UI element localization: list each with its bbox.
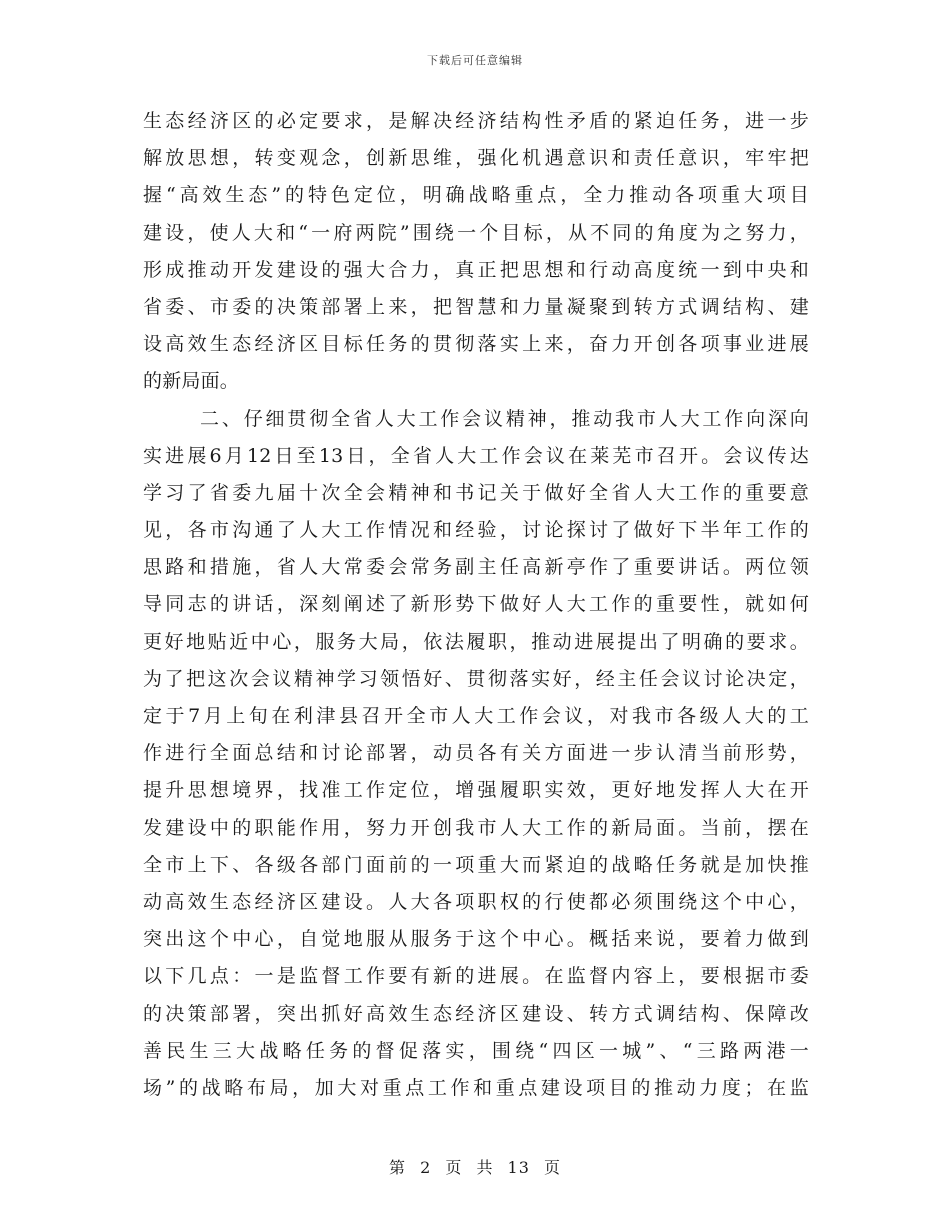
text-line: 省委、市委的决策部署上来，把智慧和力量凝聚到转方式调结构、建: [143, 295, 809, 318]
document-body: [143, 103, 809, 1107]
text-line: 设高效生态经济区目标任务的贯彻落实上来，奋力开创各项事业进展: [143, 333, 809, 356]
text-line: 生态经济区的必定要求，是解决经济结构性矛盾的紧迫任务，进一步: [143, 110, 809, 132]
text-line: 的决策部署，突出抓好高效生态经济区建设、转方式调结构、保障改: [143, 1002, 809, 1025]
page-number-footer: 第 2 页 共 13 页: [389, 1158, 561, 1177]
section-heading-line: 二、仔细贯彻全省人大工作会议精神，推动我市人大工作向深向: [200, 407, 809, 430]
text-line: 解放思想，转变观念，创新思维，强化机遇意识和责任意识，牢牢把: [143, 147, 809, 170]
text-line: 场”的战略布局，加大对重点工作和重点建设项目的推动力度；在监: [143, 1076, 809, 1099]
page-header: 下载后可任意编辑: [427, 54, 523, 67]
text-line: 以下几点：一是监督工作要有新的进展。在监督内容上，要根据市委: [143, 965, 809, 988]
text-line: 学习了省委九届十次全会精神和书记关于做好全省人大工作的重要意: [143, 481, 809, 504]
text-line: 的新局面。: [143, 370, 240, 393]
text-line: 发建设中的职能作用，努力开创我市人大工作的新局面。当前，摆在: [143, 816, 809, 839]
text-line: 握“高效生态”的特色定位，明确战略重点，全力推动各项重大项目: [143, 184, 809, 207]
text-line: 定于7月上旬在利津县召开全市人大工作会议，对我市各级人大的工: [143, 705, 809, 727]
text-line: 实进展6月12日至13日，全省人大工作会议在莱芜市召开。会议传达: [143, 444, 809, 467]
text-line: 建设，使人大和“一府两院”围绕一个目标，从不同的角度为之努力，: [143, 221, 809, 244]
text-line: 提升思想境界，找准工作定位，增强履职实效，更好地发挥人大在开: [143, 779, 809, 802]
text-line: 见，各市沟通了人大工作情况和经验，讨论探讨了做好下半年工作的: [143, 519, 809, 542]
text-line: 善民生三大战略任务的督促落实，围绕“四区一城”、“三路两港一: [143, 1039, 809, 1062]
text-line: 突出这个中心，自觉地服从服务于这个中心。概括来说，要着力做到: [143, 928, 809, 951]
text-line: 作进行全面总结和讨论部署，动员各有关方面进一步认清当前形势，: [143, 742, 809, 765]
text-line: 思路和措施，省人大常委会常务副主任高新亭作了重要讲话。两位领: [143, 556, 809, 579]
text-line: 更好地贴近中心，服务大局，依法履职，推动进展提出了明确的要求。: [143, 630, 809, 653]
text-line: 动高效生态经济区建设。人大各项职权的行使都必须围绕这个中心，: [143, 890, 809, 913]
text-line: 导同志的讲话，深刻阐述了新形势下做好人大工作的重要性，就如何: [143, 593, 809, 616]
text-line: 形成推动开发建设的强大合力，真正把思想和行动高度统一到中央和: [143, 258, 809, 281]
text-line: 为了把这次会议精神学习领悟好、贯彻落实好，经主任会议讨论决定，: [143, 667, 809, 690]
text-line: 全市上下、各级各部门面前的一项重大而紧迫的战略任务就是加快推: [143, 853, 809, 876]
